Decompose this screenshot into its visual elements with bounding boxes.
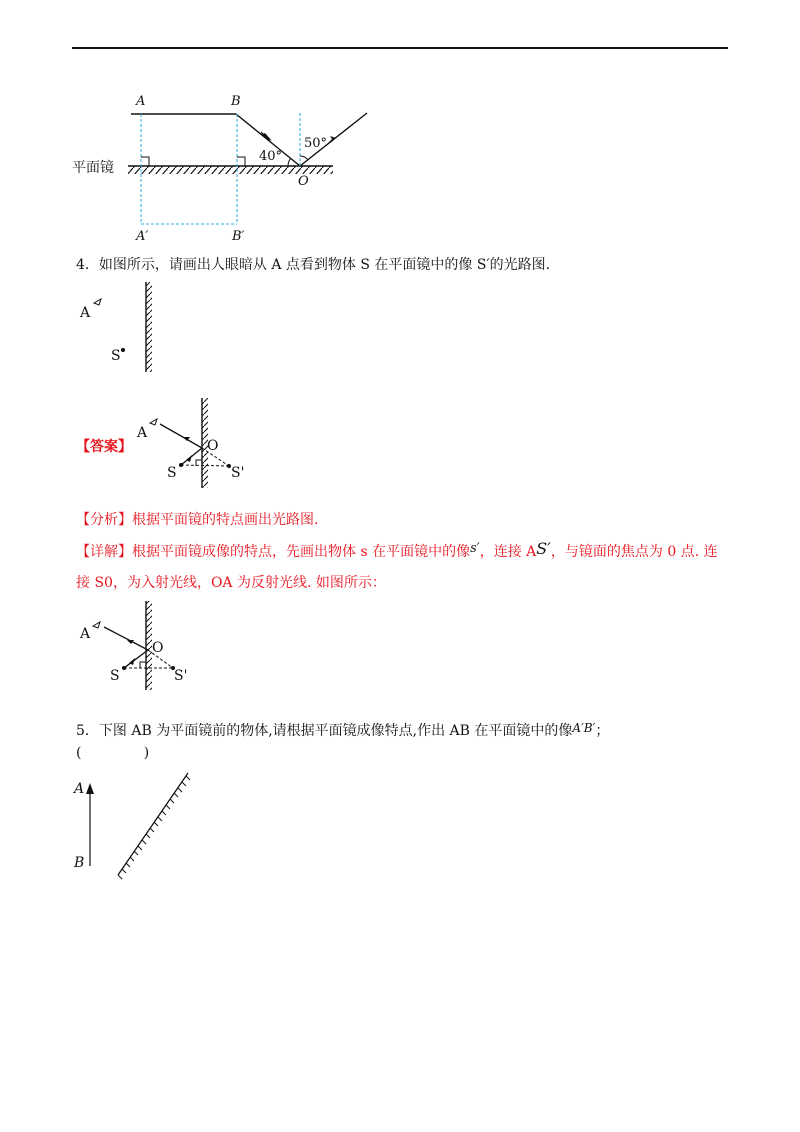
det-label-s: S xyxy=(110,668,120,684)
q4-label-a: A xyxy=(80,305,91,321)
label-a-prime: A′ xyxy=(136,229,149,244)
label-angle-50: 50° xyxy=(304,136,328,151)
ans-label-s-prime: S' xyxy=(231,465,245,481)
question-5-end: ； xyxy=(595,723,610,739)
detail-line-2: 接 S0，为入射光线，OA 为反射光线. 如图所示： xyxy=(76,575,386,591)
detail-line-1-c: ，与镜面的焦点为 0 点. 连 xyxy=(550,544,718,560)
analysis-text: 【分析】根据平面镜的特点画出光路图. xyxy=(76,512,319,528)
detail-line-1-b: ，连接 A xyxy=(479,544,537,560)
label-b-prime: B′ xyxy=(232,229,245,244)
det-label-s-prime: S' xyxy=(174,668,188,684)
detail-line-1-a: 【详解】根据平面镜成像的特点，先画出物体 s 在平面镜中的像 xyxy=(76,544,471,560)
ans-label-s: S xyxy=(167,465,177,481)
question-5-a: 5．下图 AB 为平面镜前的物体,请根据平面镜成像特点,作出 AB 在平面镜中的像 xyxy=(76,723,573,739)
label-a: A xyxy=(136,94,146,109)
mirror-label: 平面镜 xyxy=(72,160,114,176)
det-label-a: A xyxy=(80,626,91,642)
detail-sprime-2: S′ xyxy=(536,539,551,558)
ans-label-o: O xyxy=(207,438,219,454)
ans-label-a: A xyxy=(137,425,148,441)
det-label-o: O xyxy=(152,640,164,656)
detail-sprime: s′ xyxy=(470,541,480,556)
q5-mirror-line xyxy=(118,773,188,875)
question-4-text: 4．如图所示，请画出人眼暗从 A 点看到物体 S 在平面镜中的像 S′的光路图. xyxy=(76,257,551,273)
answer-label: 【答案】 xyxy=(76,439,132,455)
q5-label-b: B xyxy=(74,855,85,871)
label-o: O xyxy=(298,174,309,189)
label-b: B xyxy=(231,94,241,109)
question-5-image: A′B′ xyxy=(572,721,596,735)
q5-object-arrowhead xyxy=(86,783,94,794)
label-angle-40: 40° xyxy=(259,149,283,164)
q5-label-a: A xyxy=(74,781,85,797)
q4-label-s: S xyxy=(111,348,121,364)
q5-mirror-hatching xyxy=(118,776,190,879)
answer-blank: ( ) xyxy=(76,745,150,761)
